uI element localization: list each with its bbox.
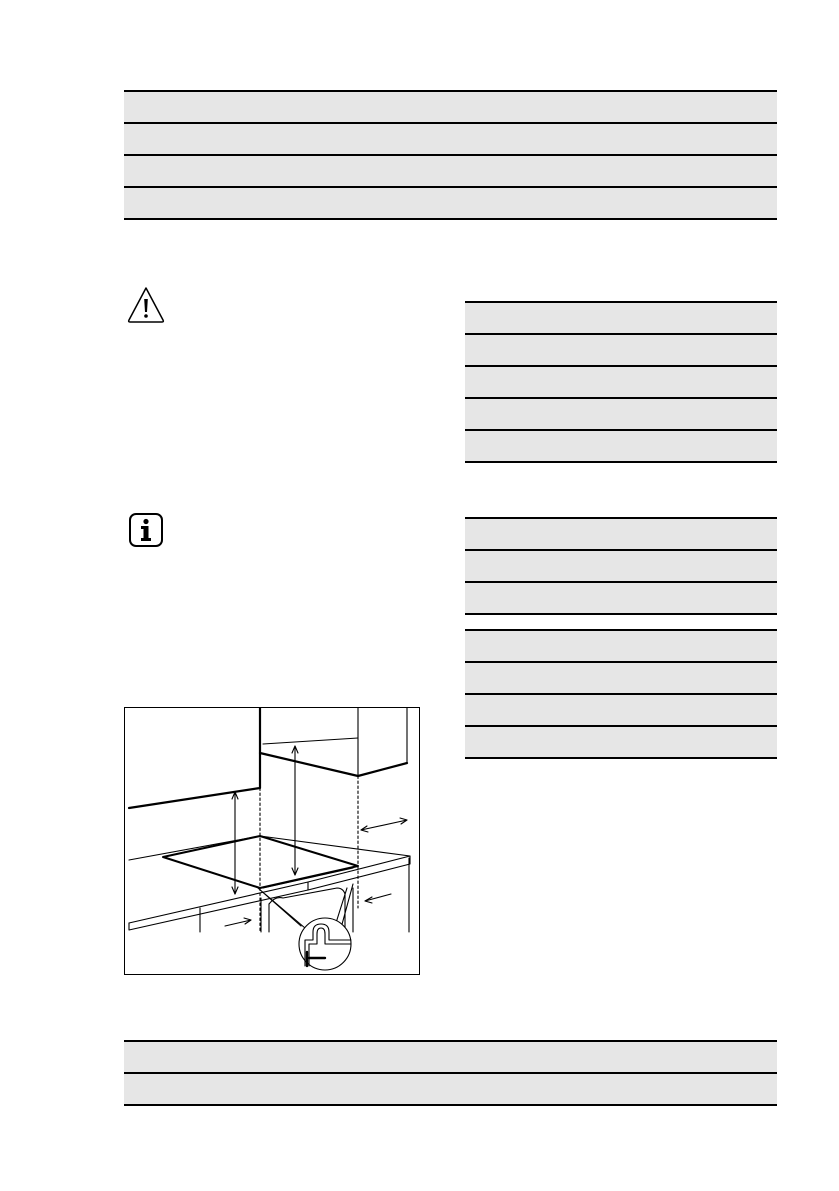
installation-diagram xyxy=(124,707,420,975)
info-icon xyxy=(128,512,164,548)
table-row xyxy=(465,335,777,367)
table-row xyxy=(465,695,777,727)
table-row xyxy=(465,303,777,335)
table-row xyxy=(465,727,777,759)
warning-icon xyxy=(126,285,166,325)
table-row xyxy=(465,663,777,695)
right-spec-table-2 xyxy=(465,517,777,615)
table-row xyxy=(465,583,777,615)
table-row xyxy=(124,156,777,188)
table-row xyxy=(465,367,777,399)
table-row xyxy=(465,519,777,551)
top-spec-table xyxy=(124,90,777,220)
table-row xyxy=(465,631,777,663)
table-row xyxy=(465,551,777,583)
table-row xyxy=(124,188,777,220)
right-spec-table-3 xyxy=(465,629,777,759)
bottom-spec-table xyxy=(124,1040,777,1106)
table-row xyxy=(465,431,777,463)
right-spec-table-1 xyxy=(465,301,777,463)
table-row xyxy=(124,1074,777,1106)
table-row xyxy=(465,399,777,431)
table-row xyxy=(124,124,777,156)
table-row xyxy=(124,1042,777,1074)
table-row xyxy=(124,92,777,124)
